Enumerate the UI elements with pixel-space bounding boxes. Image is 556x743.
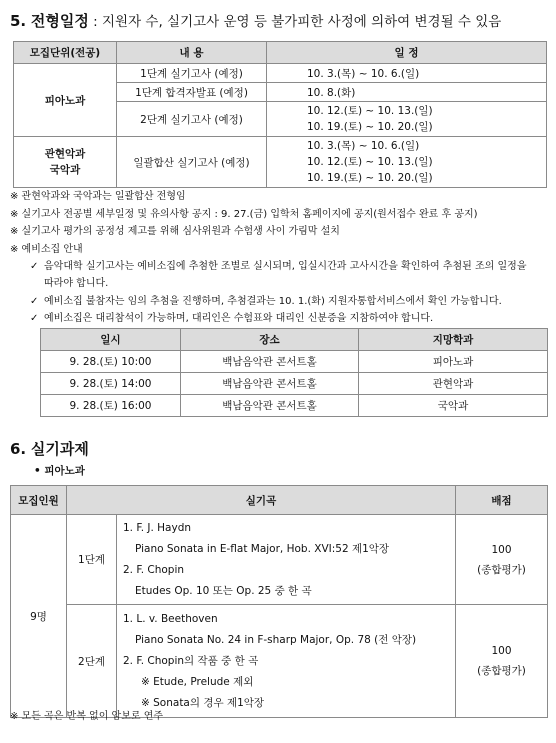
date-line: 10. 3.(목) ~ 10. 6.(일) — [307, 140, 420, 152]
department-cell: 국악과 — [359, 395, 548, 417]
table-row — [41, 351, 548, 373]
piano-subheading: • 피아노과 — [34, 465, 85, 477]
piece-line: ※ Sonata의 경우 제1악장 — [141, 696, 265, 709]
score-value: 100 — [491, 543, 512, 556]
prelim-text: 예비소집 불참자는 임의 추첨을 진행하며, 추첨결과는 10. 1.(화) 지원자통합서비스에서 확인 가능합니다. — [44, 296, 502, 307]
header-score: 배점 — [456, 486, 548, 515]
piece-line: Etudes Op. 10 또는 Op. 25 중 한 곡 — [135, 584, 312, 597]
header-department: 지망학과 — [359, 329, 548, 351]
check-icon: ✓ — [30, 261, 39, 272]
stage-1-pieces — [117, 515, 456, 605]
content-cell: 1단계 실기고사 (예정) — [117, 64, 267, 83]
section-5-title — [10, 10, 501, 31]
date-line: 10. 19.(토) ~ 10. 20.(일) — [307, 172, 433, 184]
prelim-item-3 — [30, 309, 433, 324]
check-icon: ✓ — [30, 296, 39, 307]
piece-line: ※ Etude, Prelude 제외 — [141, 675, 254, 688]
schedule-table — [13, 41, 547, 188]
major-line: 관현악과 — [44, 148, 86, 160]
section-5-subtitle: : 지원자 수, 실기고사 운영 등 불가피한 사정에 의하여 변경될 수 있음 — [88, 14, 502, 30]
datetime-cell: 9. 28.(토) 10:00 — [41, 351, 181, 373]
header-count: 모집인원 — [11, 486, 67, 515]
table-row — [11, 605, 548, 718]
place-cell: 백남음악관 콘서트홀 — [181, 351, 359, 373]
major-piano: 피아노과 — [14, 64, 117, 137]
note-2: ※ 실기고사 전공별 세부일정 및 유의사항 공지 : 9. 27.(금) 입학처 홈페이지에 공지(원서접수 완료 후 공지) — [10, 209, 478, 220]
table-row — [14, 64, 547, 83]
stage-2-label: 2단계 — [67, 605, 117, 718]
content-cell: 2단계 실기고사 (예정) — [117, 102, 267, 137]
prelim-item-1-cont: 따라야 합니다. — [44, 278, 109, 289]
datetime-cell: 9. 28.(토) 16:00 — [41, 395, 181, 417]
table-row — [11, 515, 548, 605]
count-cell: 9명 — [11, 515, 67, 718]
table-header-row — [14, 42, 547, 64]
header-major: 모집단위(전공) — [14, 42, 117, 64]
date-line: 10. 12.(토) ~ 10. 13.(일) — [307, 105, 433, 117]
footer-note: ※ 모든 곡은 반복 없이 암보로 연주 — [10, 711, 164, 722]
table-row — [14, 137, 547, 188]
prelim-text: 예비소집은 대리참석이 가능하며, 대리인은 수험표와 대리인 신분증을 지참하여야 합니다. — [44, 313, 434, 324]
date-cell — [267, 137, 547, 188]
check-icon: ✓ — [30, 313, 39, 324]
note-1: ※ 관현악과와 국악과는 일괄합산 전형임 — [10, 191, 186, 202]
date-cell: 10. 3.(목) ~ 10. 6.(일) — [267, 64, 547, 83]
major-line: 국악과 — [49, 164, 81, 176]
score-note: (종합평가) — [477, 665, 526, 677]
content-cell: 일괄합산 실기고사 (예정) — [117, 137, 267, 188]
piece-table — [10, 485, 548, 718]
prelim-item-2 — [30, 292, 502, 307]
major-orchestra — [14, 137, 117, 188]
piece-line: 1. L. v. Beethoven — [123, 612, 218, 625]
piece-line: 2. F. Chopin — [123, 563, 185, 576]
datetime-cell: 9. 28.(토) 14:00 — [41, 373, 181, 395]
piece-line: Piano Sonata No. 24 in F-sharp Major, Op. 78 (전 악장) — [135, 633, 417, 646]
section-6-number: 6. — [10, 440, 27, 458]
stage-2-pieces — [117, 605, 456, 718]
content-cell: 1단계 합격자발표 (예정) — [117, 83, 267, 102]
piece-line: 1. F. J. Haydn — [123, 521, 192, 534]
prelim-text: 음악대학 실기고사는 예비소집에 추첨한 조별로 실시되며, 입실시간과 고사시간을 확인하여 추첨된 조의 일정을 — [44, 261, 527, 272]
table-row — [41, 395, 548, 417]
department-cell: 관현악과 — [359, 373, 548, 395]
table-header-row — [11, 486, 548, 515]
place-cell: 백남음악관 콘서트홀 — [181, 373, 359, 395]
stage-1-score — [456, 515, 548, 605]
stage-1-label: 1단계 — [67, 515, 117, 605]
date-cell: 10. 8.(화) — [267, 83, 547, 102]
section-6-heading: 실기과제 — [30, 440, 89, 458]
section-6-title — [10, 438, 89, 459]
department-cell: 피아노과 — [359, 351, 548, 373]
piece-line: 2. F. Chopin의 작품 중 한 곡 — [123, 654, 259, 667]
header-schedule: 일 정 — [267, 42, 547, 64]
date-line: 10. 19.(토) ~ 10. 20.(일) — [307, 121, 433, 133]
score-note: (종합평가) — [477, 563, 526, 576]
table-row — [41, 373, 548, 395]
table-header-row — [41, 329, 548, 351]
note-4: ※ 예비소집 안내 — [10, 244, 83, 255]
date-cell — [267, 102, 547, 137]
stage-2-score — [456, 605, 548, 718]
header-content: 내 용 — [117, 42, 267, 64]
header-datetime: 일시 — [41, 329, 181, 351]
score-value: 100 — [491, 645, 512, 657]
prelim-item-1 — [30, 257, 527, 272]
note-3: ※ 실기고사 평가의 공정성 제고를 위해 심사위원과 수험생 사이 가림막 설치 — [10, 226, 340, 237]
date-line: 10. 12.(토) ~ 10. 13.(일) — [307, 156, 433, 168]
prelim-table — [40, 328, 548, 417]
section-5-number: 5. — [10, 12, 27, 30]
place-cell: 백남음악관 콘서트홀 — [181, 395, 359, 417]
header-place: 장소 — [181, 329, 359, 351]
piece-line: Piano Sonata in E-flat Major, Hob. XVI:52 제1악장 — [135, 542, 390, 555]
header-piece: 실기곡 — [67, 486, 456, 515]
section-5-heading: 전형일정 — [30, 12, 89, 30]
